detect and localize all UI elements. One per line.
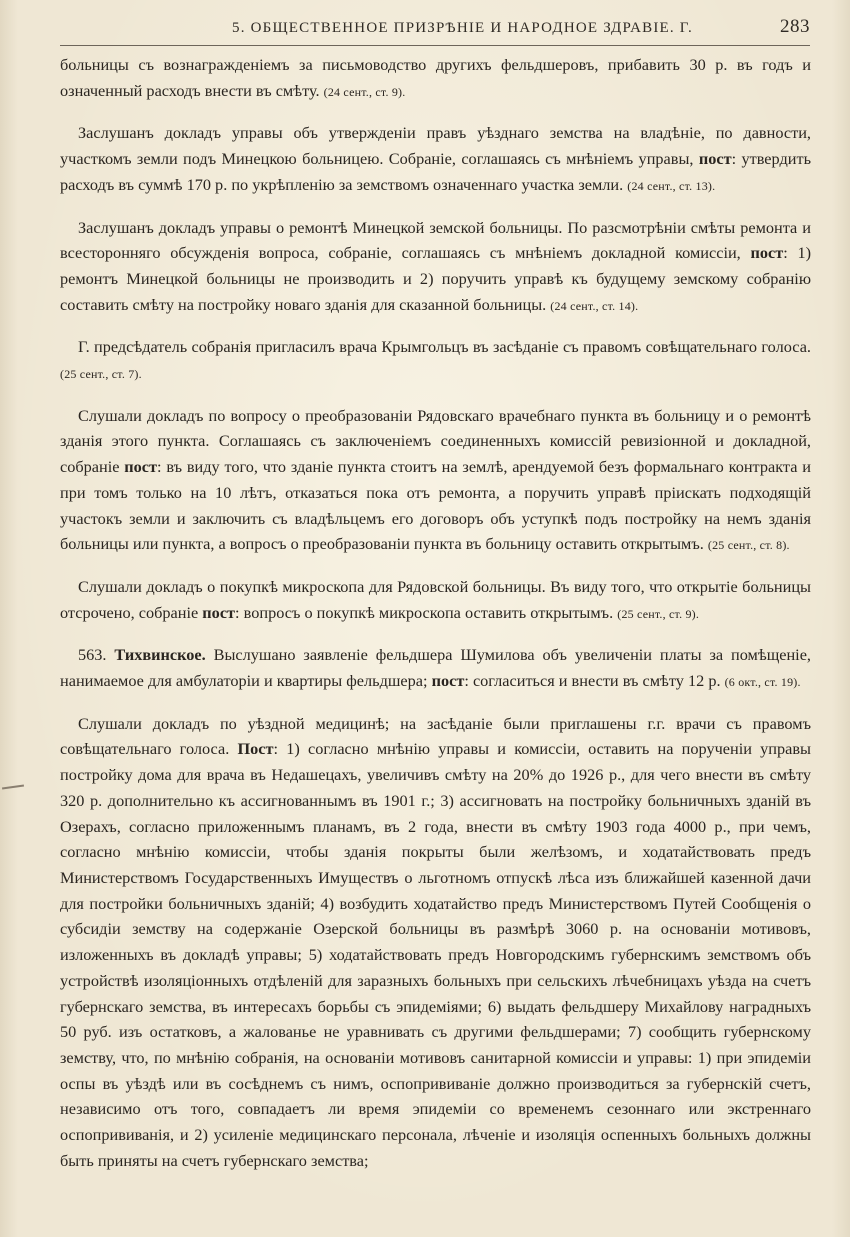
resolution-marker: пост [202,602,236,622]
reference-note: (24 сент., ст. 13). [627,178,716,193]
reference-note: (25 сент., ст. 8). [707,538,790,553]
paragraph-5 [60,403,811,559]
reference-note: (24 сент., ст. 14). [550,298,639,313]
entry-heading: Тихвинское. [114,645,206,665]
page-body [60,52,811,1188]
paragraph-text: Г. предсѣдатель собранія пригласилъ врача Крымгольцъ въ засѣданіе съ правомъ совѣщательнаго голоса. [78,337,811,357]
paragraph-text: Слушали докладъ по уѣздной медицинѣ; на засѣданіе были приглашены г.г. врачи съ правомъ совѣщательнаго голоса. [60,713,811,759]
paragraph-4 [60,334,811,387]
paragraph-1 [60,52,811,105]
paragraph-2 [60,120,811,199]
paragraph-text-cont: : 1) согласно мнѣнію управы и комиссіи, оставить на порученіи управы постройку дома для врача въ Недашецахъ, увеличивъ смѣту на 20% до 1926 р., для чего внести въ смѣту 320 р. дополнительно къ ассигнованнымъ въ 1901 г.; 3) ассигновать на постройку больничныхъ зданій въ Озерахъ, согласно приложеннымъ планамъ, въ 2 года, внести въ смѣту 1903 года 4000 р., при чемъ, согласно мнѣнію комиссіи, чтобы зданія покрыты были желѣзомъ, и ходатайствовать предъ Министерствомъ Государственныхъ Имуществъ о льготномъ отпускѣ лѣса изъ ближайшей казенной дачи для постройки больничныхъ зданій; 4) возбудить ходатайство предъ Министерствомъ Путей Сообщенія о субсидіи земству на содержаніе Озерской больницы въ размѣрѣ 3060 р. на основаніи мотивовъ, изложенныхъ въ докладѣ управы; 5) ходатайствовать предъ Новгородскимъ губернскимъ земствомъ объ устройствѣ изоляціонныхъ отдѣленій для заразныхъ больныхъ при сельскихъ лѣчебницахъ уѣзда на счетъ губернскаго земства, въ интересахъ борьбы съ эпидеміями; 6) выдать фельдшеру Михайлову наградныхъ 50 руб. изъ остатковъ, а жалованье не уравнивать съ другими фельдшерами; 7) сообщить губернскому земству, что, по мнѣнію собранія, на основаніи мотивовъ санитарной комиссіи и управы: 1) при эпидеміи оспы въ уѣздѣ или въ сосѣднемъ съ нимъ, оспопрививаніе должно производиться за губернскій счетъ, независимо отъ того, совпадаетъ ли время эпидеміи со временемъ сезоннаго или экстреннаго оспопрививанія, и 2) усиленіе медицинскаго персонала, лѣченіе и изоляція оспенныхъ больныхъ должны быть приняты на счетъ губернскаго земства; [60,739,811,1170]
paragraph-text-cont: : 1) ремонтъ Минецкой больницы не производить и 2) поручить управѣ къ будущему земскому собранію составить смѣту на постройку новаго зданія для сказанной больницы. [60,243,812,314]
header-rule [60,45,810,46]
running-header [60,14,810,44]
resolution-marker: пост [750,243,784,263]
resolution-marker: пост [431,671,465,691]
resolution-marker: пост [698,149,732,169]
paragraph-text: Выслушано заявленіе фельдшера Шумилова объ увеличеніи платы за помѣщеніе, нанимаемое для амбулаторіи и квартиры фельдшера; [60,645,811,691]
entry-number: 563. [78,645,115,665]
paragraph-text: Слушали докладъ по вопросу о преобразованіи Рядовскаго врачебнаго пункта въ больницу и о ремонтѣ зданія этого пункта. Соглашаясь съ заключеніемъ соединенныхъ комиссій ревизіонной и докладной, собраніе [60,405,811,477]
reference-note: (25 сент., ст. 7). [60,367,142,382]
paragraph-text: Заслушанъ докладъ управы о ремонтѣ Минецкой земской больницы. По разсмотрѣніи смѣты ремонта и всесторонняго обсужденія вопроса, собраніе, соглашаясь съ мнѣніемъ докладной комиссіи, [60,217,811,263]
paragraph-text: больницы съ вознагражденіемъ за письмоводство другихъ фельдшеровъ, прибавить 30 р. въ годъ и означенный расходъ внести въ смѣту. [60,55,811,100]
page-number: 283 [780,16,810,37]
paragraph-text-cont: : утвердить расходъ въ суммѣ 170 р. по укрѣпленію за земствомъ означеннаго участка земли. [60,149,811,194]
paragraph-3 [60,215,811,320]
paragraph-7 [60,642,811,695]
paragraph-6 [60,574,811,627]
reference-note: (6 окт., ст. 19). [724,675,801,690]
resolution-marker: Пост [237,739,274,759]
paragraph-8 [60,711,811,1174]
resolution-marker: пост [124,457,158,477]
section-title: 5. ОБЩЕСТВЕННОЕ ПРИЗРѢНІЕ И НАРОДНОЕ ЗДРАВІЕ. Г. [232,20,693,36]
reference-note: (25 сент., ст. 9). [617,606,700,621]
paragraph-text: Слушали докладъ о покупкѣ микроскопа для Рядовской больницы. Въ виду того, что открытіе больницы отсрочено, собраніе [60,576,811,622]
paragraph-text: Заслушанъ докладъ управы объ утвержденіи правъ уѣзднаго земства на владѣніе, по давности, участкомъ земли подъ Минецкою больницею. Собраніе, соглашаясь съ мнѣніемъ управы, [60,123,811,169]
paragraph-text-cont: : согласиться и внести въ смѣту 12 р. [464,671,725,691]
margin-pencil-mark [2,784,24,789]
paragraph-text-cont: : вопросъ о покупкѣ микроскопа оставить открытымъ. [235,602,618,622]
paragraph-text-cont: : въ виду того, что зданіе пункта стоитъ на землѣ, арендуемой безъ формальнаго контракта и при томъ только на 10 лѣтъ, отказаться пока отъ ремонта, а поручить управѣ пріискать подходящій участокъ земли и заключить съ владѣльцемъ его договоръ объ уступкѣ подъ постройку на немъ зданія больницы или пункта, а вопросъ о преобразованіи пункта въ больницу оставить открытымъ. [60,457,811,554]
reference-note: (24 сент., ст. 9). [323,84,406,99]
